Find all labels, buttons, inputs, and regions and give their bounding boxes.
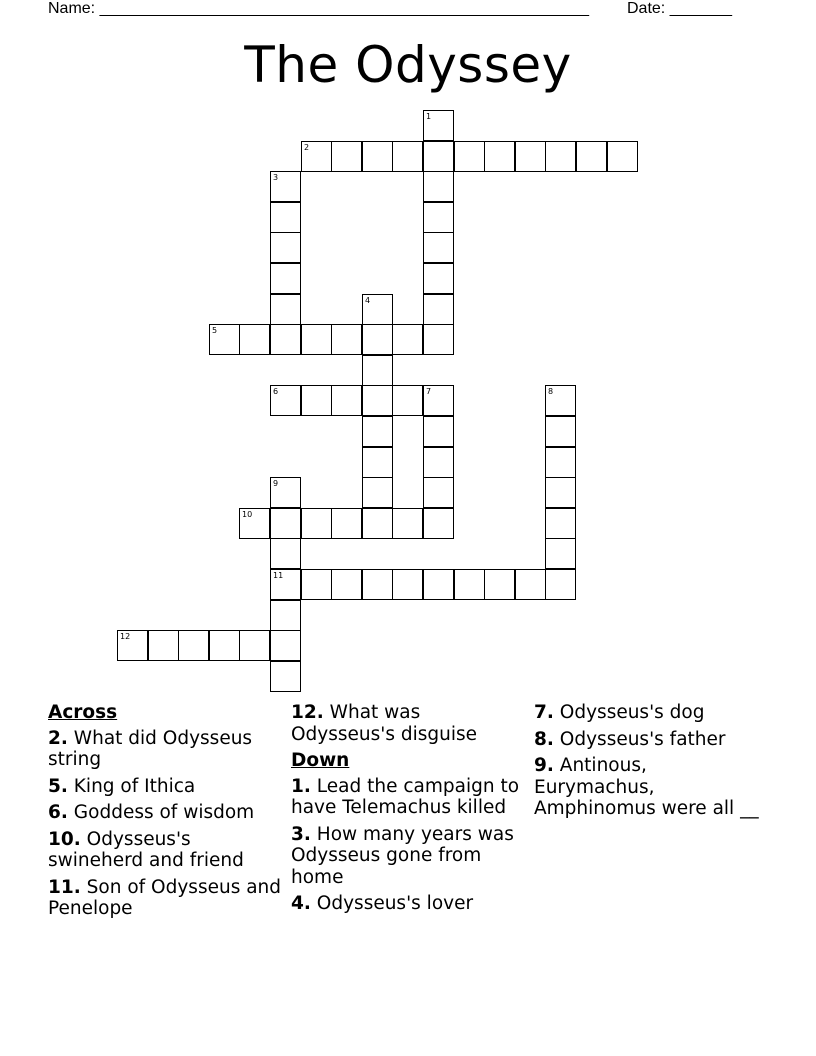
grid-cell[interactable] <box>270 171 301 202</box>
grid-cell[interactable] <box>423 508 454 539</box>
grid-cell[interactable] <box>239 630 270 661</box>
clue-down-3 <box>291 824 526 889</box>
grid-cell[interactable] <box>362 141 393 172</box>
clue-text: Odysseus's lover <box>316 893 474 914</box>
clue-down-4 <box>291 893 526 915</box>
page-title: The Odyssey <box>244 36 572 94</box>
clue-text: King of Ithica <box>73 775 196 797</box>
grid-cell[interactable] <box>545 508 576 539</box>
grid-cell[interactable] <box>301 141 332 172</box>
clue-number: 1. <box>291 775 311 797</box>
grid-cell[interactable] <box>362 569 393 600</box>
clue-down-8 <box>534 729 769 751</box>
clue-column-3 <box>534 702 769 825</box>
clue-number: 5. <box>48 775 68 797</box>
grid-cell[interactable] <box>392 508 423 539</box>
grid-cell[interactable] <box>270 661 301 692</box>
clue-text: Odysseus's father <box>559 728 726 750</box>
grid-cell[interactable] <box>423 110 454 141</box>
grid-cell[interactable] <box>423 324 454 355</box>
grid-cell[interactable] <box>576 141 607 172</box>
clue-number: 9. <box>534 755 554 776</box>
grid-cell[interactable] <box>515 569 546 600</box>
clue-across-11 <box>48 877 283 920</box>
clue-number: 11. <box>48 876 81 898</box>
clue-column-2 <box>291 702 526 920</box>
clue-number: 12. <box>291 702 324 723</box>
cell-number: 5 <box>212 326 218 335</box>
cell-number: 7 <box>426 387 432 396</box>
grid-cell[interactable] <box>392 141 423 172</box>
grid-cell[interactable] <box>331 569 362 600</box>
grid-cell[interactable] <box>270 538 301 569</box>
grid-cell[interactable] <box>331 324 362 355</box>
grid-cell[interactable] <box>392 569 423 600</box>
grid-cell[interactable] <box>209 630 240 661</box>
grid-cell[interactable] <box>362 508 393 539</box>
grid-cell[interactable] <box>607 141 638 172</box>
clue-text: Goddess of wisdom <box>73 802 255 823</box>
grid-cell[interactable] <box>178 630 209 661</box>
clue-text: Antinous, Eurymachus, Amphinomus were all __ <box>534 755 759 819</box>
clue-text: Lead the campaign to have Telemachus killed <box>291 775 520 818</box>
grid-cell[interactable] <box>545 569 576 600</box>
grid-cell[interactable] <box>239 508 270 539</box>
grid-cell[interactable] <box>423 202 454 233</box>
grid-cell[interactable] <box>362 416 393 447</box>
grid-cell[interactable] <box>484 569 515 600</box>
grid-cell[interactable] <box>301 385 332 416</box>
grid-cell[interactable] <box>117 630 148 661</box>
grid-cell[interactable] <box>301 569 332 600</box>
grid-cell[interactable] <box>454 569 485 600</box>
clue-number: 10. <box>48 828 81 850</box>
grid-cell[interactable] <box>209 324 240 355</box>
clue-down-1 <box>291 776 526 819</box>
clue-number: 6. <box>48 802 68 823</box>
grid-cell[interactable] <box>331 508 362 539</box>
grid-cell[interactable] <box>362 477 393 508</box>
cell-number: 12 <box>120 632 131 641</box>
cell-number: 10 <box>242 510 253 519</box>
grid-cell[interactable] <box>423 385 454 416</box>
clue-across-5 <box>48 776 283 798</box>
grid-cell[interactable] <box>423 232 454 263</box>
grid-cell[interactable] <box>270 263 301 294</box>
grid-cell[interactable] <box>270 600 301 631</box>
grid-cell[interactable] <box>423 263 454 294</box>
clue-across-6 <box>48 802 283 824</box>
cell-number: 11 <box>273 571 284 580</box>
grid-cell[interactable] <box>270 294 301 325</box>
grid-cell[interactable] <box>301 324 332 355</box>
grid-cell[interactable] <box>392 385 423 416</box>
cell-number: 2 <box>304 143 310 152</box>
grid-cell[interactable] <box>484 141 515 172</box>
across-heading: Across <box>48 702 118 723</box>
grid-cell[interactable] <box>270 232 301 263</box>
grid-cell[interactable] <box>423 569 454 600</box>
grid-cell[interactable] <box>545 141 576 172</box>
grid-cell[interactable] <box>362 355 393 386</box>
clue-text: Odysseus's swineherd and friend <box>48 828 244 871</box>
cell-number: 4 <box>365 296 371 305</box>
clue-text: What was Odysseus's disguise <box>291 702 478 745</box>
clue-text: What did Odysseus string <box>48 727 253 770</box>
grid-cell[interactable] <box>423 171 454 202</box>
grid-cell[interactable] <box>362 324 393 355</box>
grid-cell[interactable] <box>239 324 270 355</box>
grid-cell[interactable] <box>545 477 576 508</box>
grid-cell[interactable] <box>545 447 576 478</box>
grid-cell[interactable] <box>331 141 362 172</box>
clue-down-7 <box>534 702 769 724</box>
grid-cell[interactable] <box>362 385 393 416</box>
grid-cell[interactable] <box>423 416 454 447</box>
cell-number: 1 <box>426 112 432 121</box>
grid-cell[interactable] <box>423 294 454 325</box>
grid-cell[interactable] <box>545 385 576 416</box>
date-field-label[interactable]: Date: _______ <box>627 0 732 17</box>
clue-column-1 <box>48 702 283 925</box>
clue-number: 8. <box>534 728 554 750</box>
grid-cell[interactable] <box>270 477 301 508</box>
clue-number: 4. <box>291 893 311 914</box>
clue-number: 3. <box>291 823 311 845</box>
grid-cell[interactable] <box>270 202 301 233</box>
clue-down-9 <box>534 755 769 820</box>
grid-cell[interactable] <box>270 569 301 600</box>
clue-across-2 <box>48 728 283 771</box>
clue-text: Son of Odysseus and Penelope <box>48 876 282 919</box>
cell-number: 9 <box>273 479 279 488</box>
clue-across-10 <box>48 829 283 872</box>
grid-cell[interactable] <box>392 324 423 355</box>
clue-text: Odysseus's dog <box>559 702 705 723</box>
grid-cell[interactable] <box>423 477 454 508</box>
grid-cell[interactable] <box>270 630 301 661</box>
clue-number: 2. <box>48 727 68 749</box>
grid-cell[interactable] <box>331 385 362 416</box>
grid-cell[interactable] <box>301 508 332 539</box>
grid-cell[interactable] <box>454 141 485 172</box>
grid-cell[interactable] <box>423 141 454 172</box>
cell-number: 3 <box>273 173 279 182</box>
clue-text: How many years was Odysseus gone from home <box>291 823 514 888</box>
cell-number: 8 <box>548 387 554 396</box>
grid-cell[interactable] <box>270 508 301 539</box>
clue-number: 7. <box>534 702 554 723</box>
name-field-label[interactable]: Name: _______________________________________________________ <box>48 0 589 17</box>
grid-cell[interactable] <box>362 294 393 325</box>
grid-cell[interactable] <box>148 630 179 661</box>
clue-across-12 <box>291 702 526 745</box>
grid-cell[interactable] <box>423 447 454 478</box>
grid-cell[interactable] <box>545 416 576 447</box>
grid-cell[interactable] <box>545 538 576 569</box>
grid-cell[interactable] <box>270 385 301 416</box>
down-heading: Down <box>291 750 350 771</box>
cell-number: 6 <box>273 387 279 396</box>
grid-cell[interactable] <box>362 447 393 478</box>
grid-cell[interactable] <box>515 141 546 172</box>
grid-cell[interactable] <box>270 324 301 355</box>
